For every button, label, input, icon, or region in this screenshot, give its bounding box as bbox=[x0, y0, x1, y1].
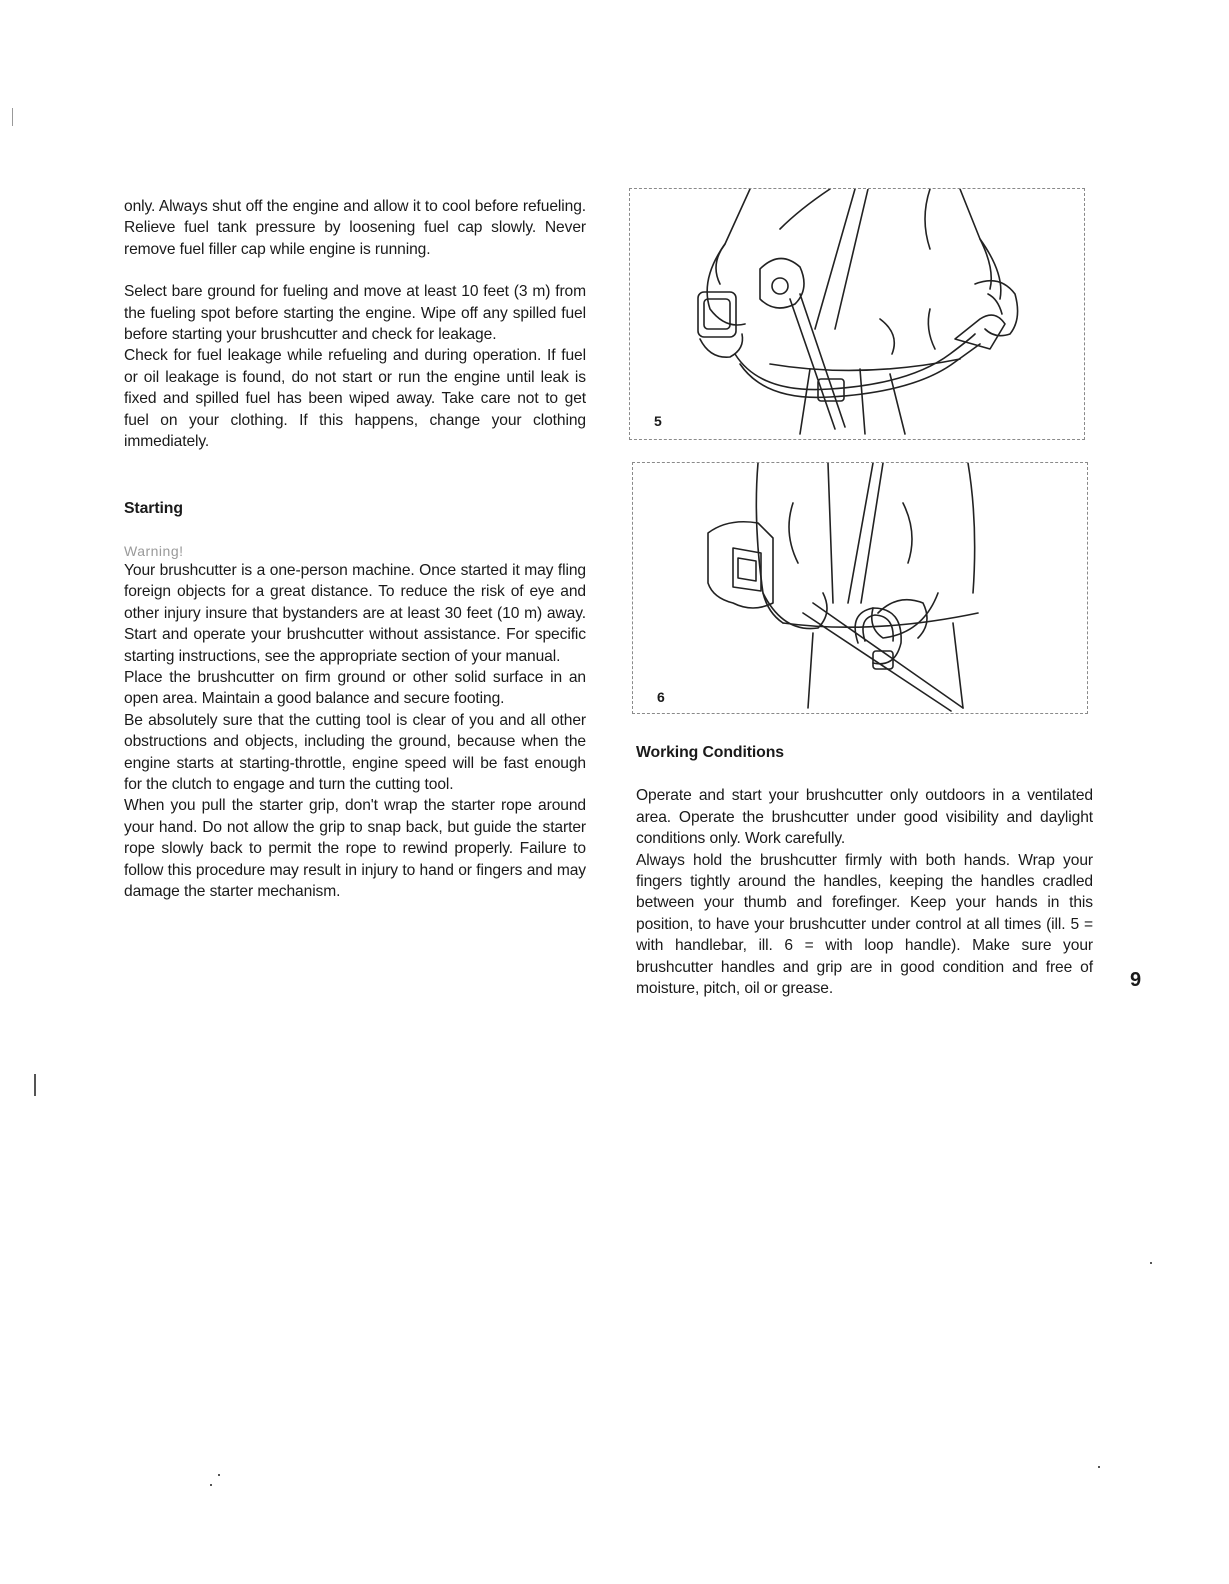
left-column bbox=[124, 196, 586, 902]
scan-mark bbox=[218, 1474, 220, 1476]
working-conditions-heading: Working Conditions bbox=[636, 744, 784, 761]
working-paragraph: Always hold the brushcutter firmly with both hands. Wrap your fingers tightly around the handles, keeping the handles cradled between your thumb and forefinger. Keep your hands in this position, to have your brushcutter under control at all times (ill. 5 = with handlebar, ill. 6 = with loop handle). Make sure your brushcutter handles and grip are in good condition and free of moisture, pitch, oil or grease. bbox=[636, 851, 1093, 998]
figure-5-number: 5 bbox=[654, 413, 662, 429]
page-number: 9 bbox=[1130, 969, 1142, 991]
starting-paragraph: Place the brushcutter on firm ground or other solid surface in an open area. Maintain a good balance and secure footing. bbox=[124, 668, 586, 708]
starting-paragraph: When you pull the starter grip, don't wrap the starter rope around your hand. Do not allow the grip to snap back, but guide the starter rope slowly back to permit the rope to rewind properly. Failure to follow this procedure may result in injury to hand or fingers and may damage the starter mechanism. bbox=[124, 797, 586, 900]
right-column bbox=[636, 742, 1093, 999]
fueling-paragraph: Select bare ground for fueling and move at least 10 feet (3 m) from the fueling spot before starting the engine. Wipe off any spilled fuel before starting your brushcutter and check for leakage. bbox=[124, 283, 586, 344]
intro-paragraph: only. Always shut off the engine and allow it to cool before refueling. Relieve fuel tank pressure by loosening fuel cap slowly. Never remove fuel filler cap while engine is running. bbox=[124, 198, 586, 258]
figure-5-handlebar-illustration bbox=[629, 188, 1085, 440]
figure-6-number: 6 bbox=[657, 689, 665, 705]
handlebar-grip-drawing bbox=[630, 189, 1084, 439]
starting-paragraph: Be absolutely sure that the cutting tool is clear of you and all other obstructions and objects, including the ground, because when the engine starts at starting-throttle, engine speed will be fast enough for the clutch to engage and turn the cutting tool. bbox=[124, 711, 586, 793]
scan-mark bbox=[210, 1484, 212, 1486]
fueling-paragraph: Check for fuel leakage while refueling and during operation. If fuel or oil leakage is found, do not start or run the engine until leak is fixed and spilled fuel has been wiped away. Take care not to get fuel on your clothing. If this happens, change your clothing immediately. bbox=[124, 347, 586, 451]
loop-handle-grip-drawing bbox=[633, 463, 1087, 713]
scan-mark bbox=[1150, 1262, 1152, 1264]
scan-mark bbox=[12, 108, 13, 126]
scan-mark bbox=[34, 1074, 36, 1096]
working-paragraph: Operate and start your brushcutter only outdoors in a ventilated area. Operate the brushcutter under good visibility and daylight conditions only. Work carefully. bbox=[636, 787, 1093, 848]
figure-6-loop-handle-illustration bbox=[632, 462, 1088, 714]
starting-paragraph: Your brushcutter is a one-person machine. Once started it may fling foreign objects for a great distance. To reduce the risk of eye and other injury insure that bystanders are at least 30 feet (10 m) away. Start and operate your brushcutter without assistance. For specific starting instructions, see the appropriate section of your manual. bbox=[124, 561, 586, 665]
warning-label: Warning! bbox=[124, 542, 184, 559]
scan-mark bbox=[1098, 1466, 1100, 1468]
starting-heading: Starting bbox=[124, 500, 183, 518]
